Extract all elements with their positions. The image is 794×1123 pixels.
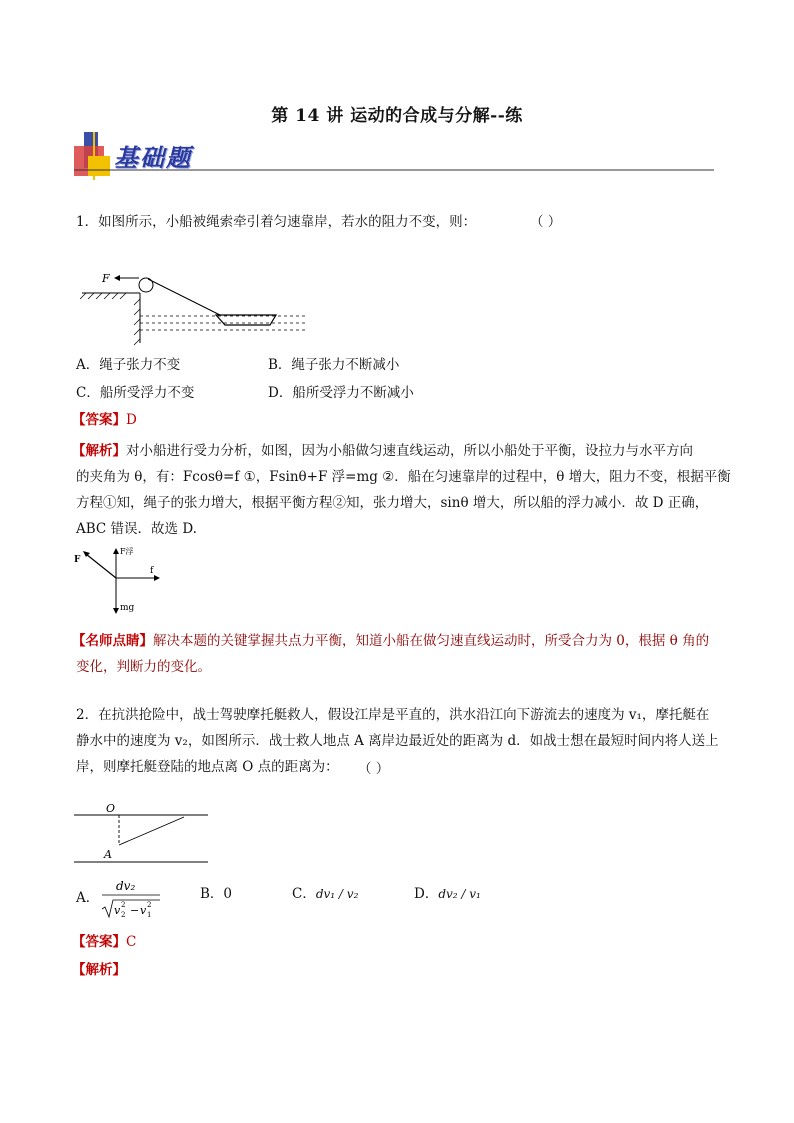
- q2-stem-line-2: 静水中的速度为 v₂，如图所示．战士救人地点 A 离岸边最近处的距离为 d．如战士想在最短时间内将人送上: [76, 733, 719, 749]
- q2-answer-value: C: [126, 934, 137, 950]
- q2-stem-line-3: 岸，则摩托艇登陆的地点离 O 点的距离为：: [76, 759, 339, 775]
- q2-answer-label: 【答案】: [72, 934, 126, 950]
- q2-stem: [76, 702, 719, 780]
- q1-stem: 1．如图所示，小船被绳索牵引着匀速靠岸，若水的阻力不变，则：: [76, 214, 477, 230]
- q1-analysis-line-1: 对小船进行受力分析，如图，因为小船做匀速直线运动，所以小船处于平衡，设拉力与水平方向: [126, 443, 693, 459]
- q1-tip: [72, 628, 709, 680]
- svg-text:2: 2: [147, 901, 152, 909]
- q2-analysis-label: 【解析】: [72, 962, 126, 978]
- q1-tip-label: 【名师点睛】: [72, 633, 153, 649]
- q1-analysis-label: 【解析】: [72, 443, 126, 459]
- q1-fbd-fb: F浮: [120, 547, 134, 556]
- q2-option-a-label: A．: [76, 890, 100, 906]
- q1-fbd-F: F: [74, 555, 81, 565]
- q1-tip-line-1: 解决本题的关键掌握共点力平衡，知道小船在做匀速直线运动时，所受合力为 0，根据 θ 角的: [153, 633, 710, 649]
- q1-answer-paren: （ ）: [530, 214, 562, 230]
- banner-title: 基础题: [114, 143, 192, 172]
- svg-text:1: 1: [147, 911, 152, 919]
- q2-option-a-fraction: [98, 876, 168, 922]
- svg-text:2: 2: [121, 901, 126, 909]
- q1-force-diagram: [72, 540, 172, 620]
- svg-text:−: −: [130, 904, 140, 917]
- q2-option-a-numerator: dv₂: [116, 879, 136, 893]
- svg-text:v: v: [140, 904, 147, 917]
- q1-option-c: C．船所受浮力不变: [76, 385, 195, 401]
- page-title: 第 14 讲 运动的合成与分解--练: [271, 106, 523, 126]
- q2-fig-A: A: [104, 848, 112, 861]
- q1-option-b: B．绳子张力不断减小: [268, 357, 400, 373]
- q1-answer-value: D: [126, 412, 137, 428]
- q2-fig-O: O: [106, 802, 116, 815]
- q1-fbd-f: f: [150, 566, 154, 576]
- q1-fbd-mg: mg: [120, 603, 135, 613]
- q1-figure: [80, 243, 310, 348]
- q1-analysis: [72, 438, 731, 542]
- q1-analysis-line-4: ABC 错误．故选 D.: [76, 521, 197, 537]
- q1-answer-label: 【答案】: [72, 412, 126, 428]
- q1-option-a: A．绳子张力不变: [76, 357, 181, 373]
- q2-option-d-label: D．: [414, 886, 439, 902]
- q2-figure: [72, 800, 212, 870]
- q2-option-c-label: C．: [292, 886, 316, 902]
- q1-analysis-line-2: 的夹角为 θ，有：Fcosθ=f ①，Fsinθ+F 浮=mg ②．船在匀速靠岸的过程中，θ 增大，阻力不变，根据平衡: [76, 469, 731, 485]
- svg-text:v: v: [114, 904, 121, 917]
- q2-option-d: [414, 884, 481, 904]
- section-banner: [74, 132, 714, 180]
- svg-text:2: 2: [121, 911, 126, 919]
- q2-option-c: [292, 884, 358, 904]
- q1-analysis-line-3: 方程①知，绳子的张力增大，根据平衡方程②知，张力增大，sinθ 增大，所以船的浮力减小．故 D 正确，: [76, 495, 709, 511]
- q1-fig-F: F: [102, 272, 110, 285]
- q2-option-b: B．0: [200, 886, 233, 902]
- q1-option-d: D．船所受浮力不断减小: [268, 385, 414, 401]
- q1-answer: [72, 410, 137, 430]
- q2-answer: [72, 932, 136, 952]
- q1-tip-line-2: 变化，判断力的变化。: [76, 659, 211, 675]
- q2-stem-line-1: 2．在抗洪抢险中，战士驾驶摩托艇救人，假设江岸是平直的，洪水沿江向下游流去的速度为 v₁，摩托艇在: [76, 707, 710, 723]
- q2-option-c-value: dv₁ / v₂: [315, 887, 359, 901]
- q2-answer-paren: （ ）: [358, 761, 390, 777]
- q2-option-d-value: dv₂ / v₁: [438, 887, 481, 901]
